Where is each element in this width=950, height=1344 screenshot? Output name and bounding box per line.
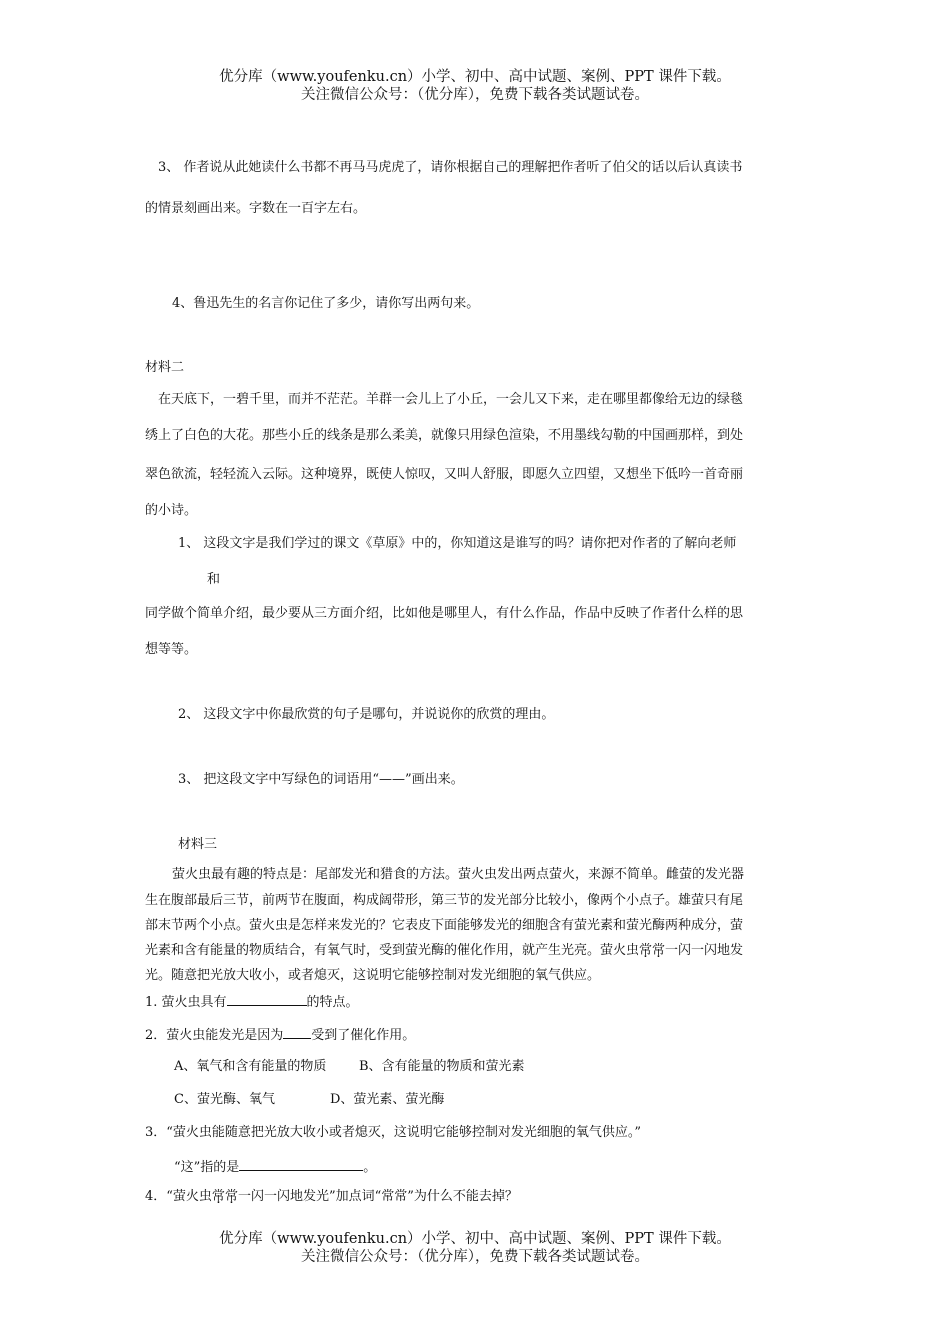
material-2-passage-line: 在天底下，一碧千里，而并不茫茫。羊群一会儿上了小丘，一会儿又下来，走在哪里都像给无边的绿毯 [158, 392, 744, 407]
question-text: 1. 萤火虫具有 [145, 995, 227, 1010]
option-a[interactable]: A、氧气和含有能量的物质 [174, 1059, 327, 1074]
question-4: 4、鲁迅先生的名言你记住了多少，请你写出两句来。 [172, 296, 480, 311]
footer-line-1: 优分库（www.youfenku.cn）小学、初中、高中试题、案例、PPT 课件下载。 [219, 1231, 731, 1247]
header-line-2: 关注微信公众号：（优分库），免费下载各类试题试卷。 [301, 87, 649, 103]
question-text: 。 [363, 1160, 377, 1175]
material-3-passage-line: 部末节两个小点。萤火虫是怎样来发光的？它表皮下面能够发光的细胞含有萤光素和萤光酶两种成分，萤 [145, 918, 744, 933]
material-2-question-3: 3、 把这段文字中写绿色的词语用“——”画出来。 [178, 772, 464, 787]
emphasis-glyph: 常 [224, 1189, 238, 1204]
material-3-question-3: 3．“萤火虫能随意把光放大收小或者熄灭，这说明它能够控制对发光细胞的氧气供应。” [145, 1125, 642, 1140]
header-line-1: 优分库（www.youfenku.cn）小学、初中、高中试题、案例、PPT 课件下载。 [219, 69, 731, 85]
material-3-passage-line [145, 942, 743, 960]
material-3-question-4 [145, 1188, 518, 1206]
question-text: 4．“萤火虫 [145, 1189, 212, 1204]
emphasis-char [639, 943, 665, 958]
emphasis-word [212, 1189, 238, 1204]
material-2-title: 材料二 [145, 360, 185, 375]
material-2-question-1-line-4: 想等等。 [145, 642, 198, 657]
answer-blank[interactable] [283, 1025, 311, 1039]
emphasis-word [639, 943, 665, 958]
emphasis-glyph: 常 [639, 943, 653, 958]
emphasis-char [212, 1189, 238, 1204]
material-3-question-2 [145, 1025, 415, 1045]
material-2-passage-line: 的小诗。 [145, 503, 198, 518]
material-2-question-1-line-3: 同学做个简单介绍，最少要从三方面介绍，比如他是哪里人，有什么作品，作品中反映了作者什么样的思 [145, 606, 744, 621]
question-text: 一闪一闪地发光”加点词“常常”为什么不能去掉？ [237, 1189, 518, 1204]
material-3-passage-line: 萤火虫最有趣的特点是：尾部发光和猎食的方法。萤火虫发出两点萤火，来源不简单。雌萤的发光器 [172, 867, 745, 882]
answer-blank[interactable] [239, 1157, 363, 1171]
material-3-question-1 [145, 992, 359, 1012]
question-text: 的特点。 [306, 995, 359, 1010]
material-3-passage-text: 光素和含有能量的物质结合，有氧气时，受到萤光酶的催化作用，就产生光亮。萤火虫 [145, 943, 640, 958]
material-3-passage-line: 光。随意把光放大收小，或者熄灭，这说明它能够控制对发光细胞的氧气供应。 [145, 968, 601, 983]
material-2-passage-line: 绣上了白色的大花。那些小丘的线条是那么柔美，就像只用绿色渲染，不用墨线勾勒的中国画那样，到处 [145, 428, 744, 443]
question-text: “这”指的是 [174, 1160, 240, 1175]
answer-blank[interactable] [227, 992, 307, 1006]
option-c[interactable]: C、萤光酶、氧气 [174, 1092, 275, 1107]
question-text: 受到了催化作用。 [311, 1028, 416, 1043]
option-b[interactable]: B、含有能量的物质和萤光素 [359, 1059, 525, 1074]
material-2-question-1-line-1: 1、 这段文字是我们学过的课文《草原》中的，你知道这是谁写的吗？请你把对作者的了解向老师 [178, 536, 737, 551]
option-d[interactable]: D、萤光素、萤光酶 [330, 1092, 445, 1107]
material-2-passage-line: 翠色欲流，轻轻流入云际。这种境界，既使人惊叹，又叫人舒服，即愿久立四望，又想坐下低吟一首奇丽 [145, 467, 744, 482]
material-3-passage-text: 一闪一闪地发 [665, 943, 744, 958]
material-3-question-3-sub [174, 1157, 376, 1177]
question-3-line-2: 的情景刻画出来。字数在一百字左右。 [145, 201, 367, 216]
emphasis-glyph: 常 [211, 1189, 225, 1204]
material-2-question-1-line-2: 和 [207, 572, 221, 587]
material-3-passage-line: 生在腹部最后三节，前两节在腹面，构成阔带形，第三节的发光部分比较小，像两个小点子。雄萤只有尾 [145, 893, 744, 908]
material-3-title: 材料三 [178, 837, 218, 852]
question-text: 2．萤火虫能发光是因为 [145, 1028, 284, 1043]
material-2-question-2: 2、 这段文字中你最欣赏的句子是哪句，并说说你的欣赏的理由。 [178, 707, 555, 722]
emphasis-glyph: 常 [652, 943, 666, 958]
footer-line-2: 关注微信公众号：（优分库），免费下载各类试题试卷。 [301, 1249, 649, 1265]
question-3-line-1: 3、 作者说从此她读什么书都不再马马虎虎了，请你根据自己的理解把作者听了伯父的话以后认真读书 [158, 160, 743, 175]
